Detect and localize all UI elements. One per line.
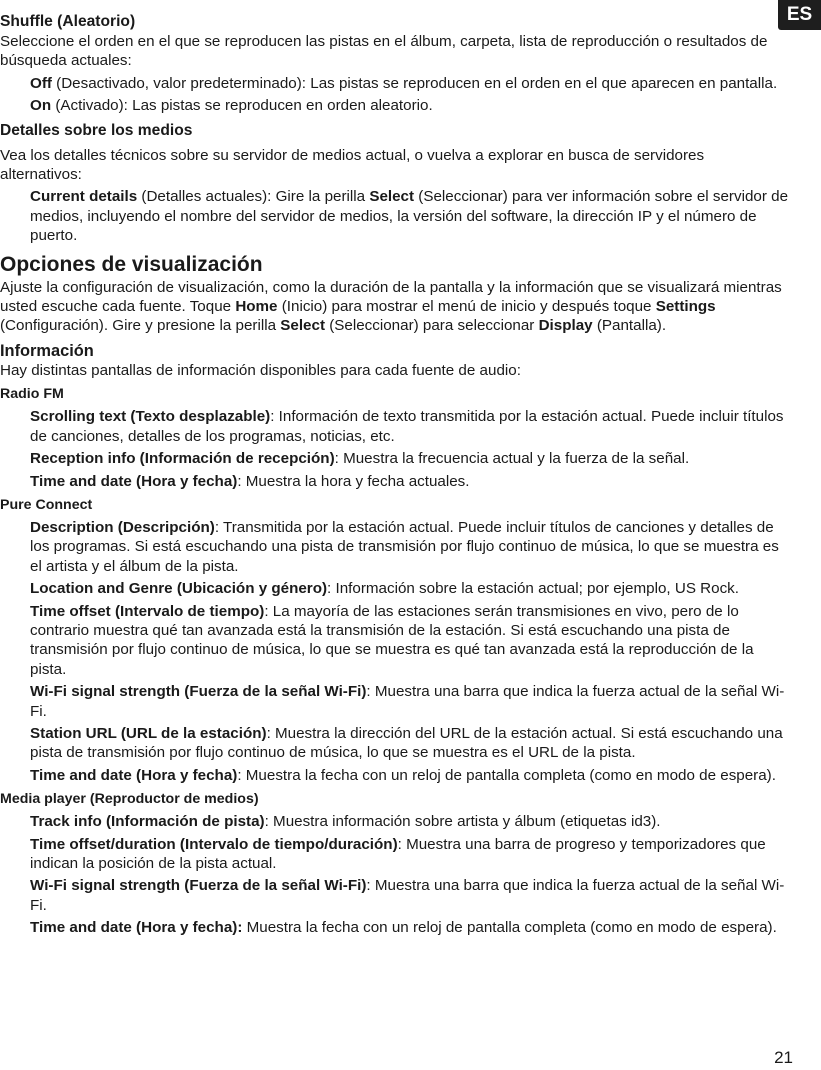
item-term: Time and date (Hora y fecha) bbox=[30, 766, 238, 784]
list-item bbox=[30, 602, 790, 680]
media-details-heading: Detalles sobre los medios bbox=[0, 121, 193, 139]
list-item bbox=[30, 812, 790, 831]
text-run: (Seleccionar) para seleccionar bbox=[325, 317, 539, 335]
shuffle-on-item bbox=[30, 96, 790, 115]
item-term: On bbox=[30, 97, 52, 115]
list-item bbox=[30, 407, 790, 446]
list-item bbox=[30, 766, 790, 785]
item-text: : Información sobre la estación actual; por ejemplo, US Rock. bbox=[327, 580, 739, 598]
item-text: Muestra la fecha con un reloj de pantalla completa (como en modo de espera). bbox=[242, 919, 777, 937]
item-text: (Desactivado, valor predeterminado): Las pistas se reproducen en el orden en el que aparecen en pantalla. bbox=[51, 74, 778, 92]
item-term: Time offset (Intervalo de tiempo) bbox=[30, 602, 265, 620]
shuffle-off-item bbox=[30, 74, 790, 93]
item-text: : La mayoría de las estaciones serán transmisiones en vivo, pero de lo contrario muestra qué tan avanzada está la transmisión de la estación. Si está escuchando una pista de transmisión por flujo continuo de música, lo que se muestra es qué tan avanzada está la reproducción de la pista. bbox=[30, 602, 754, 678]
item-text: : Muestra una barra que indica la fuerza actual de la señal Wi-Fi. bbox=[30, 877, 785, 914]
text-run: Ajuste la configuración de visualización, como la duración de la pantalla y la información que se visualizará mientras usted escuche cada fuente. Toque bbox=[0, 278, 782, 316]
item-term: Time offset/duration (Intervalo de tiempo/duración) bbox=[30, 835, 398, 853]
shuffle-intro: Seleccione el orden en el que se reproducen las pistas en el álbum, carpeta, lista de reproducción o resultados de búsqueda actuales: bbox=[0, 33, 768, 70]
item-text: : Muestra la hora y fecha actuales. bbox=[237, 472, 470, 490]
item-text: (Activado): Las pistas se reproducen en orden aleatorio. bbox=[51, 97, 433, 115]
item-text: : Muestra información sobre artista y álbum (etiquetas id3). bbox=[264, 813, 661, 831]
media-details-intro: Vea los detalles técnicos sobre su servidor de medios actual, o vuelva a explorar en busca de servidores alternativos: bbox=[0, 146, 705, 184]
item-term: Track info (Información de pista) bbox=[30, 813, 265, 831]
list-item bbox=[30, 682, 790, 721]
list-item bbox=[30, 449, 790, 468]
info-intro: Hay distintas pantallas de información disponibles para cada fuente de audio: bbox=[0, 361, 521, 379]
display-term: Display bbox=[538, 317, 593, 335]
item-term: Location and Genre (Ubicación y género) bbox=[30, 580, 328, 598]
item-term: Current details bbox=[30, 188, 138, 206]
shuffle-heading: Shuffle (Aleatorio) bbox=[0, 13, 136, 30]
fm-heading: Radio FM bbox=[0, 386, 64, 403]
list-item bbox=[30, 518, 790, 576]
list-item bbox=[30, 579, 790, 598]
item-term: Wi-Fi signal strength (Fuerza de la señal Wi-Fi) bbox=[30, 683, 367, 701]
text-run: (Inicio) para mostrar el menú de inicio y después toque bbox=[277, 298, 656, 316]
text-run: (Configuración). Gire y presione la perilla bbox=[0, 317, 281, 335]
item-term: Scrolling text (Texto desplazable) bbox=[30, 408, 271, 426]
item-term: Reception info (Información de recepción) bbox=[30, 450, 335, 468]
item-term: Time and date (Hora y fecha): bbox=[30, 919, 243, 937]
item-text: : Muestra la fecha con un reloj de pantalla completa (como en modo de espera). bbox=[237, 766, 776, 784]
item-term: Station URL (URL de la estación) bbox=[30, 724, 267, 742]
text-run: (Pantalla). bbox=[592, 317, 667, 335]
list-item bbox=[30, 472, 790, 491]
settings-term: Settings bbox=[655, 298, 716, 316]
home-term: Home bbox=[235, 298, 278, 316]
item-text: : Muestra una barra que indica la fuerza actual de la señal Wi-Fi. bbox=[30, 683, 785, 720]
page-number: 21 bbox=[774, 1048, 793, 1067]
item-text: (Seleccionar) para ver información sobre el servidor de medios, incluyendo el nombre del servidor de medios, la versión del software, la dirección IP y el número de puerto. bbox=[30, 188, 789, 245]
current-details-item bbox=[30, 187, 790, 245]
item-term: Off bbox=[30, 74, 52, 92]
item-text: : Muestra una barra de progreso y temporizadores que indican la posición de la pista actual. bbox=[30, 835, 766, 872]
item-term: Description (Descripción) bbox=[30, 518, 215, 536]
item-text: : Muestra la frecuencia actual y la fuerza de la señal. bbox=[334, 450, 690, 468]
manual-page bbox=[0, 12, 790, 938]
item-term: Time and date (Hora y fecha) bbox=[30, 472, 238, 490]
item-text: : Información de texto transmitida por la estación actual. Puede incluir títulos de canciones, detalles de los programas, noticias, etc. bbox=[30, 408, 784, 445]
select-term: Select bbox=[280, 317, 325, 335]
display-options-heading: Opciones de visualización bbox=[0, 252, 263, 276]
media-player-heading: Media player (Reproductor de medios) bbox=[0, 791, 259, 808]
language-badge: ES bbox=[778, 0, 821, 30]
info-heading: Información bbox=[0, 341, 94, 360]
item-text: (Detalles actuales): Gire la perilla bbox=[137, 188, 370, 206]
select-term: Select bbox=[369, 188, 415, 206]
item-text: : Transmitida por la estación actual. Puede incluir títulos de canciones y detalles de los programas. Si está escuchando una pista de transmisión por flujo continuo de música, lo que se muestra es el artista y el álbum de la pista. bbox=[30, 518, 779, 575]
item-term: Wi-Fi signal strength (Fuerza de la señal Wi-Fi) bbox=[30, 877, 367, 895]
list-item bbox=[30, 724, 790, 763]
display-options-text bbox=[0, 278, 790, 336]
list-item bbox=[30, 918, 790, 937]
list-item bbox=[30, 876, 790, 915]
pure-connect-heading: Pure Connect bbox=[0, 496, 93, 513]
list-item bbox=[30, 835, 790, 874]
item-text: : Muestra la dirección del URL de la estación actual. Si está escuchando una pista de transmisión por flujo continuo de música, lo que se muestra es el URL de la pista. bbox=[30, 724, 783, 762]
